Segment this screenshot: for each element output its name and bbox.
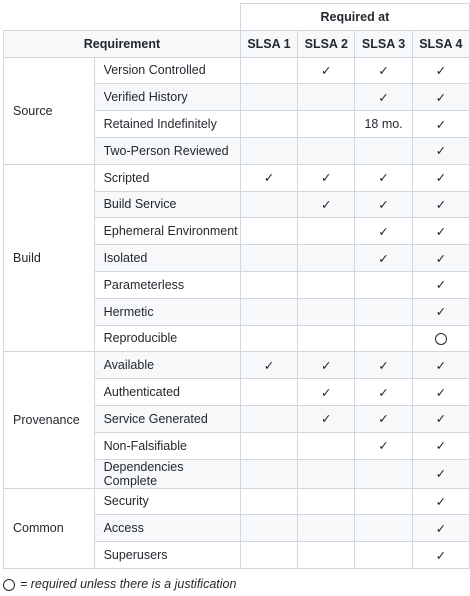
header-row-top (4, 4, 470, 31)
check-icon: ✓ (298, 57, 355, 84)
check-icon: ✓ (355, 84, 412, 111)
check-icon: ✓ (412, 432, 469, 459)
level-cell (240, 325, 297, 352)
check-icon: ✓ (412, 405, 469, 432)
level-cell (240, 218, 297, 245)
check-icon: ✓ (298, 405, 355, 432)
requirement-label: Ephemeral Environment (94, 218, 240, 245)
footnote-text: = required unless there is a justification (20, 577, 237, 591)
level-cell (240, 245, 297, 272)
level-header-slsa-1: SLSA 1 (240, 30, 297, 57)
level-cell (240, 488, 297, 515)
check-icon: ✓ (412, 191, 469, 218)
group-label: Provenance (4, 352, 95, 488)
check-icon: ✓ (355, 432, 412, 459)
level-header-slsa-4: SLSA 4 (412, 30, 469, 57)
level-cell (240, 515, 297, 542)
check-icon: ✓ (412, 271, 469, 298)
requirement-label: Dependencies Complete (94, 459, 240, 488)
check-icon: ✓ (298, 352, 355, 379)
level-header-slsa-3: SLSA 3 (355, 30, 412, 57)
check-icon: ✓ (412, 542, 469, 569)
check-icon: ✓ (298, 379, 355, 406)
check-icon: ✓ (355, 57, 412, 84)
level-header-slsa-2: SLSA 2 (298, 30, 355, 57)
group-label: Common (4, 488, 95, 568)
check-icon: ✓ (412, 137, 469, 164)
requirement-label: Reproducible (94, 325, 240, 352)
requirement-label: Security (94, 488, 240, 515)
check-icon: ✓ (355, 379, 412, 406)
requirement-label: Parameterless (94, 271, 240, 298)
level-cell (355, 542, 412, 569)
requirement-header: Requirement (4, 30, 241, 57)
check-icon: ✓ (412, 164, 469, 191)
check-icon: ✓ (355, 191, 412, 218)
check-icon: ✓ (412, 84, 469, 111)
circle-icon (435, 333, 447, 345)
header-blank-cell (4, 4, 241, 31)
check-icon: ✓ (412, 111, 469, 138)
check-icon: ✓ (355, 405, 412, 432)
requirement-label: Verified History (94, 84, 240, 111)
group-label: Source (4, 57, 95, 164)
check-icon: ✓ (412, 57, 469, 84)
requirement-label: Scripted (94, 164, 240, 191)
table-row (4, 352, 470, 379)
check-icon: ✓ (298, 164, 355, 191)
level-cell: 18 mo. (355, 111, 412, 138)
requirement-label: Service Generated (94, 405, 240, 432)
level-cell (240, 111, 297, 138)
level-cell (298, 459, 355, 488)
level-cell (298, 325, 355, 352)
requirement-label: Build Service (94, 191, 240, 218)
check-icon: ✓ (412, 352, 469, 379)
table-body (4, 57, 470, 568)
level-cell (240, 137, 297, 164)
level-cell (240, 542, 297, 569)
check-icon: ✓ (412, 379, 469, 406)
level-cell (355, 325, 412, 352)
level-cell (298, 298, 355, 325)
requirements-table (3, 3, 470, 569)
level-cell (298, 271, 355, 298)
level-cell (240, 191, 297, 218)
level-cell (355, 298, 412, 325)
level-cell (298, 84, 355, 111)
check-icon: ✓ (355, 164, 412, 191)
table-row (4, 164, 470, 191)
requirement-label: Two-Person Reviewed (94, 137, 240, 164)
level-cell (298, 218, 355, 245)
check-icon: ✓ (412, 245, 469, 272)
requirement-label: Retained Indefinitely (94, 111, 240, 138)
group-label: Build (4, 164, 95, 352)
check-icon: ✓ (412, 515, 469, 542)
level-cell (355, 515, 412, 542)
level-cell (298, 137, 355, 164)
check-icon: ✓ (355, 352, 412, 379)
level-cell (298, 515, 355, 542)
requirement-label: Non-Falsifiable (94, 432, 240, 459)
table-row (4, 57, 470, 84)
level-cell (240, 271, 297, 298)
requirement-label: Access (94, 515, 240, 542)
level-cell (298, 542, 355, 569)
check-icon: ✓ (412, 298, 469, 325)
requirement-label: Available (94, 352, 240, 379)
table-row (4, 488, 470, 515)
check-icon: ✓ (412, 218, 469, 245)
level-cell (240, 405, 297, 432)
level-cell (355, 488, 412, 515)
check-icon: ✓ (355, 245, 412, 272)
level-cell (240, 57, 297, 84)
check-icon: ✓ (240, 164, 297, 191)
circle-icon (3, 579, 15, 591)
level-cell (240, 84, 297, 111)
level-cell (355, 459, 412, 488)
check-icon: ✓ (240, 352, 297, 379)
level-cell (240, 459, 297, 488)
level-cell (240, 298, 297, 325)
requirement-label: Hermetic (94, 298, 240, 325)
footnote (3, 577, 236, 591)
requirement-label: Version Controlled (94, 57, 240, 84)
level-cell (355, 137, 412, 164)
level-cell (412, 325, 469, 352)
requirement-label: Authenticated (94, 379, 240, 406)
check-icon: ✓ (355, 218, 412, 245)
level-cell (355, 271, 412, 298)
level-cell (298, 111, 355, 138)
level-cell (298, 488, 355, 515)
requirement-label: Superusers (94, 542, 240, 569)
level-cell (298, 432, 355, 459)
required-at-header: Required at (240, 4, 469, 31)
level-cell (240, 432, 297, 459)
check-icon: ✓ (412, 488, 469, 515)
level-cell (298, 245, 355, 272)
requirement-label: Isolated (94, 245, 240, 272)
level-cell (240, 379, 297, 406)
check-icon: ✓ (412, 459, 469, 488)
check-icon: ✓ (298, 191, 355, 218)
header-row-levels (4, 30, 470, 57)
